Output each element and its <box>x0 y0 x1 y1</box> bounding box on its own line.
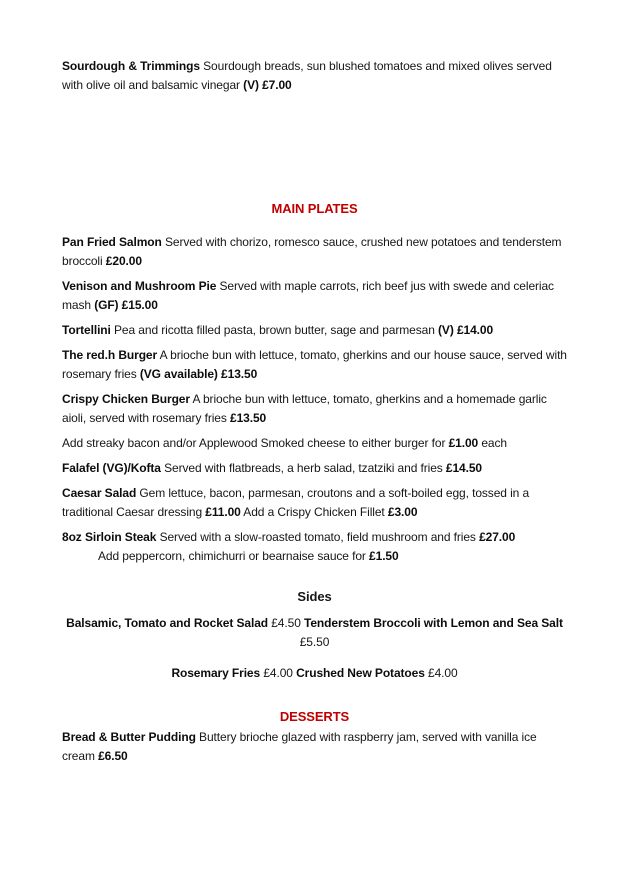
menu-item-description: Served with a slow-roasted tomato, field mushroom and fries <box>156 530 480 544</box>
menu-item <box>62 390 567 428</box>
menu-item-description: Add peppercorn, chimichurri or bearnaise sauce for <box>98 549 370 563</box>
menu-item <box>62 459 567 478</box>
menu-item-price: (GF) £15.00 <box>94 298 158 312</box>
menu-item <box>62 277 567 315</box>
menu-item-description: Add a Crispy Chicken Fillet <box>240 505 388 519</box>
menu-item <box>62 664 567 683</box>
menu-item-line <box>62 547 567 566</box>
section-heading-desserts: DESSERTS <box>279 709 350 724</box>
menu-item-price: £20.00 <box>105 254 142 268</box>
menu-item-name: Tortellini <box>62 323 111 337</box>
menu-sections <box>62 57 567 766</box>
menu-item-name: Pan Fried Salmon <box>62 235 162 249</box>
menu-item-price: (VG available) £13.50 <box>139 367 258 381</box>
menu-item <box>62 728 567 766</box>
menu-item-name: Tenderstem Broccoli with Lemon and Sea Salt <box>304 616 563 630</box>
menu-item-name: Crispy Chicken Burger <box>62 392 190 406</box>
menu-item-price: £11.00 <box>205 505 241 519</box>
menu-item-description: Served with maple carrots, rich beef jus with swede and celeriac mash <box>62 279 554 312</box>
menu-item-price: £27.00 <box>479 530 516 544</box>
menu-item-price: £1.50 <box>369 549 399 563</box>
menu-item-description: Buttery brioche glazed with raspberry jam, served with vanilla ice cream <box>62 730 537 763</box>
menu-item-line <box>62 59 552 92</box>
menu-item-description: A brioche bun with lettuce, tomato, gherkins and our house sauce, served with rosemary fries <box>62 348 567 381</box>
menu-item <box>62 57 567 95</box>
menu-item-description: Served with chorizo, romesco sauce, crushed new potatoes and tenderstem broccoli <box>62 235 562 268</box>
menu-item-name: Falafel (VG)/Kofta <box>62 461 161 475</box>
menu-item-line <box>62 730 537 763</box>
menu-item-line <box>62 530 515 544</box>
menu-item-name: Sourdough & Trimmings <box>62 59 200 73</box>
menu-item-name: Venison and Mushroom Pie <box>62 279 217 293</box>
section-heading-sides: Sides <box>297 589 332 604</box>
menu-item-description: each <box>478 436 507 450</box>
menu-item-name: 8oz Sirloin Steak <box>62 530 157 544</box>
menu-item <box>62 346 567 384</box>
menu-item-price: £14.50 <box>445 461 483 475</box>
menu-item <box>62 484 567 522</box>
menu-item-name: The red.h Burger <box>62 348 158 362</box>
menu-item-price: £6.50 <box>98 749 128 763</box>
menu-item-description: Sourdough breads, sun blushed tomatoes and mixed olives served with olive oil and balsamic vinegar <box>62 59 552 92</box>
menu-item-name: Crushed New Potatoes <box>296 666 425 680</box>
menu-item-price: (V) £14.00 <box>438 323 494 337</box>
menu-item-line <box>62 392 547 425</box>
menu-item-price: £4.00 <box>260 666 297 680</box>
menu-item-price: (V) £7.00 <box>243 78 292 92</box>
menu-item-description: A brioche bun with lettuce, tomato, gherkins and a homemade garlic aioli, served with rosemary fries <box>62 392 547 425</box>
menu-item <box>62 614 567 652</box>
menu-item-description: Served with flatbreads, a herb salad, tzatziki and fries <box>160 461 446 475</box>
section-main-plates <box>62 199 567 566</box>
menu-item-line <box>62 461 482 475</box>
section-heading-main-plates: MAIN PLATES <box>271 201 358 216</box>
menu-item-price: £5.50 <box>299 635 330 649</box>
menu-item <box>62 321 567 340</box>
section-starters <box>62 57 567 95</box>
menu-item-line <box>62 633 567 652</box>
menu-item-name: Rosemary Fries <box>171 666 261 680</box>
menu-item <box>62 434 567 453</box>
menu-item-description: Gem lettuce, bacon, parmesan, croutons and a soft-boiled egg, tossed in a traditional Caesar dressing <box>62 486 530 519</box>
menu-item-line <box>62 614 567 633</box>
menu-item <box>62 528 567 566</box>
menu-item-price: £1.00 <box>448 436 479 450</box>
menu-item-line <box>62 664 567 683</box>
menu-item-line <box>62 323 493 337</box>
menu-item-price: £13.50 <box>230 411 267 425</box>
menu-item-price: £3.00 <box>387 505 418 519</box>
menu-item-description: Add streaky bacon and/or Applewood Smoked cheese to either burger for <box>62 436 449 450</box>
section-desserts <box>62 707 567 766</box>
menu-item <box>62 233 567 271</box>
menu-item-line <box>62 235 561 268</box>
menu-item-line <box>62 436 507 450</box>
menu-item-price: £4.50 <box>268 616 304 630</box>
menu-item-name: Balsamic, Tomato and Rocket Salad <box>66 616 268 630</box>
menu-item-line <box>62 486 529 519</box>
section-sides <box>62 587 567 683</box>
menu-item-name: Bread & Butter Pudding <box>62 730 196 744</box>
menu-item-price: £4.00 <box>424 666 458 680</box>
menu-item-line <box>62 279 554 312</box>
menu-item-line <box>62 348 567 381</box>
menu-item-description: Pea and ricotta filled pasta, brown butter, sage and parmesan <box>110 323 439 337</box>
menu-item-name: Caesar Salad <box>62 486 137 500</box>
